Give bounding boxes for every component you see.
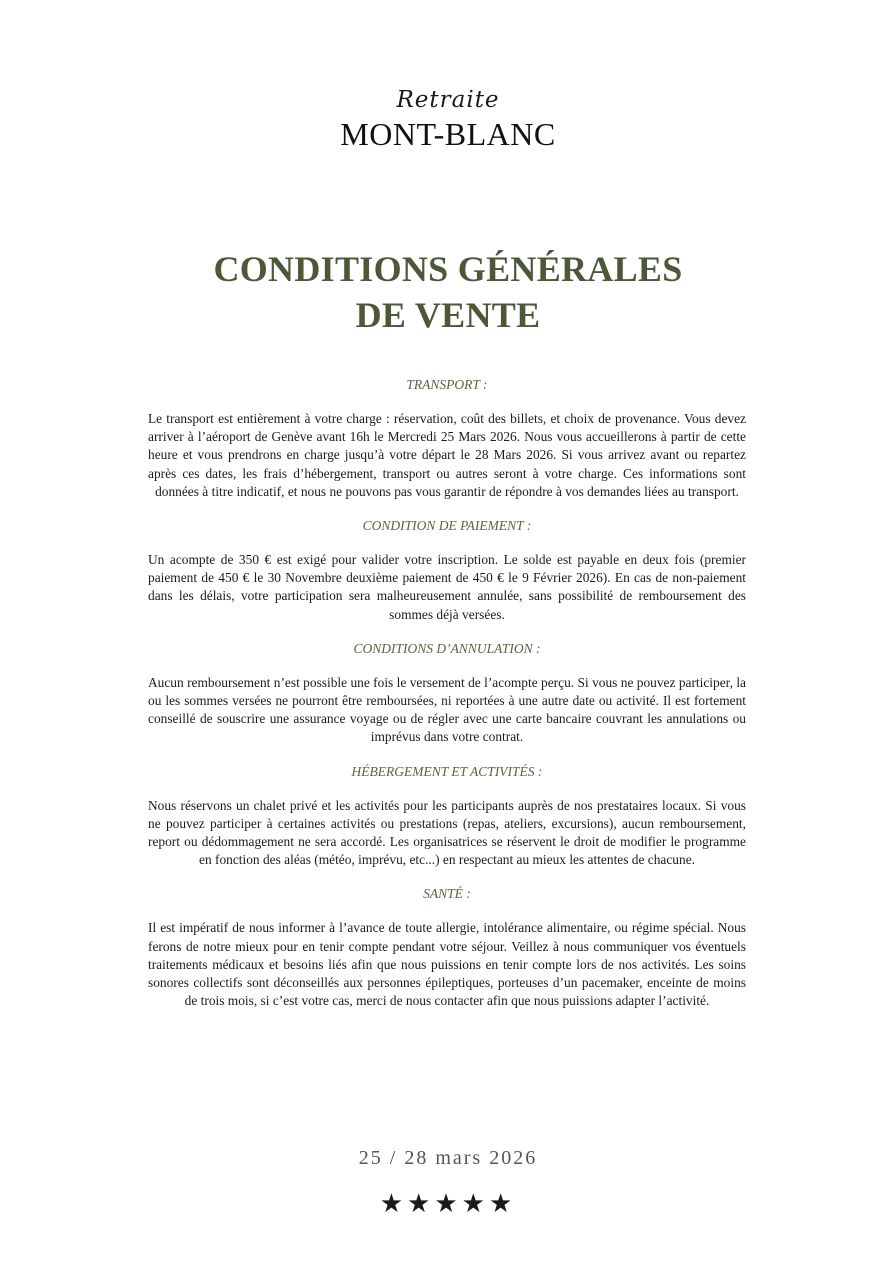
section-heading: HÉBERGEMENT ET ACTIVITÉS : [351, 763, 543, 779]
section-body: Aucun remboursement n’est possible une fois le versement de l’acompte perçu. Si vous ne pouvez participer, la ou les sommes versées ne pourront être remboursées, ni reportées à une autre date ou activité. Il est fortement conseillé de souscrire une assurance voyage ou de régler avec une carte bancaire couvrant les annulations ou imprévus dans votre contrat. [148, 674, 746, 745]
section-body: Il est impératif de nous informer à l’avance de toute allergie, intolérance alimentaire, ou régime spécial. Nous ferons de notre mieux pour en tenir compte pendant votre séjour. Veillez à nous communiquer vos éventuels traitements médicaux et besoins liés afin que nous puissions en tenir compte lors de nos activités. Les soins sonores collectifs sont déconseillés aux personnes épileptiques, porteuses d’un pacemaker, enceinte de moins de trois mois, si c’est votre cas, merci de nous contacter afin que nous puissions adapter l’activité. [148, 920, 746, 1009]
section-heading: CONDITIONS D’ANNULATION : [353, 640, 541, 656]
section-body: Nous réservons un chalet privé et les activités pour les participants auprès de nos prestataires locaux. Si vous ne pouvez participer à certaines activités ou prestations (repas, ateliers, excursions), aucun remboursement, report ou dédommagement ne sera accordé. Les organisatrices se réservent le droit de modifier le programme en fonction des aléas (météo, imprévu, etc...) en respectant au mieux les attentes de chacune. [148, 797, 746, 868]
page-title [0, 246, 896, 338]
terms-content [148, 376, 746, 1026]
section-heading: SANTÉ : [423, 886, 471, 902]
section-heading: TRANSPORT : [406, 377, 488, 392]
section-cancellation [148, 640, 746, 747]
section-heading: CONDITION DE PAIEMENT : [362, 518, 532, 534]
title-line-2: DE VENTE [355, 295, 541, 335]
brand-logo [0, 86, 896, 152]
event-dates: 25 / 28 mars 2026 [358, 1147, 538, 1169]
logo-name: MONT-BLANC [340, 116, 556, 152]
section-transport [148, 376, 746, 501]
star-rating-icon: ★★★★★ [379, 1189, 517, 1219]
section-health [148, 885, 746, 1010]
section-accommodation [148, 763, 746, 870]
logo-script-text: Retraite [396, 87, 500, 113]
section-body: Le transport est entièrement à votre charge : réservation, coût des billets, et choix de provenance. Vous devez arriver à l’aéroport de Genève avant 16h le Mercredi 25 Mars 2026. Nous vous accueillerons à partir de cette heure et vous prendrons en charge jusqu’à votre départ le 28 Mars 2026. Si vous arrivez avant ou repartez après ces dates, les frais d’hébergement, transport ou autres seront à votre charge. Ces informations sont données à titre indicatif, et nous ne pouvons pas vous garantir de répondre à vos demandes liées au transport. [148, 411, 746, 499]
title-line-1: CONDITIONS GÉNÉRALES [213, 249, 683, 289]
section-payment [148, 517, 746, 624]
section-body: Un acompte de 350 € est exigé pour valider votre inscription. Le solde est payable en deux fois (premier paiement de 450 € le 30 Novembre deuxième paiement de 450 € le 9 Février 2026). En cas de non-paiement dans les délais, votre participation sera malheureusement annulée, sans possibilité de remboursement des sommes déjà versées. [148, 552, 746, 622]
